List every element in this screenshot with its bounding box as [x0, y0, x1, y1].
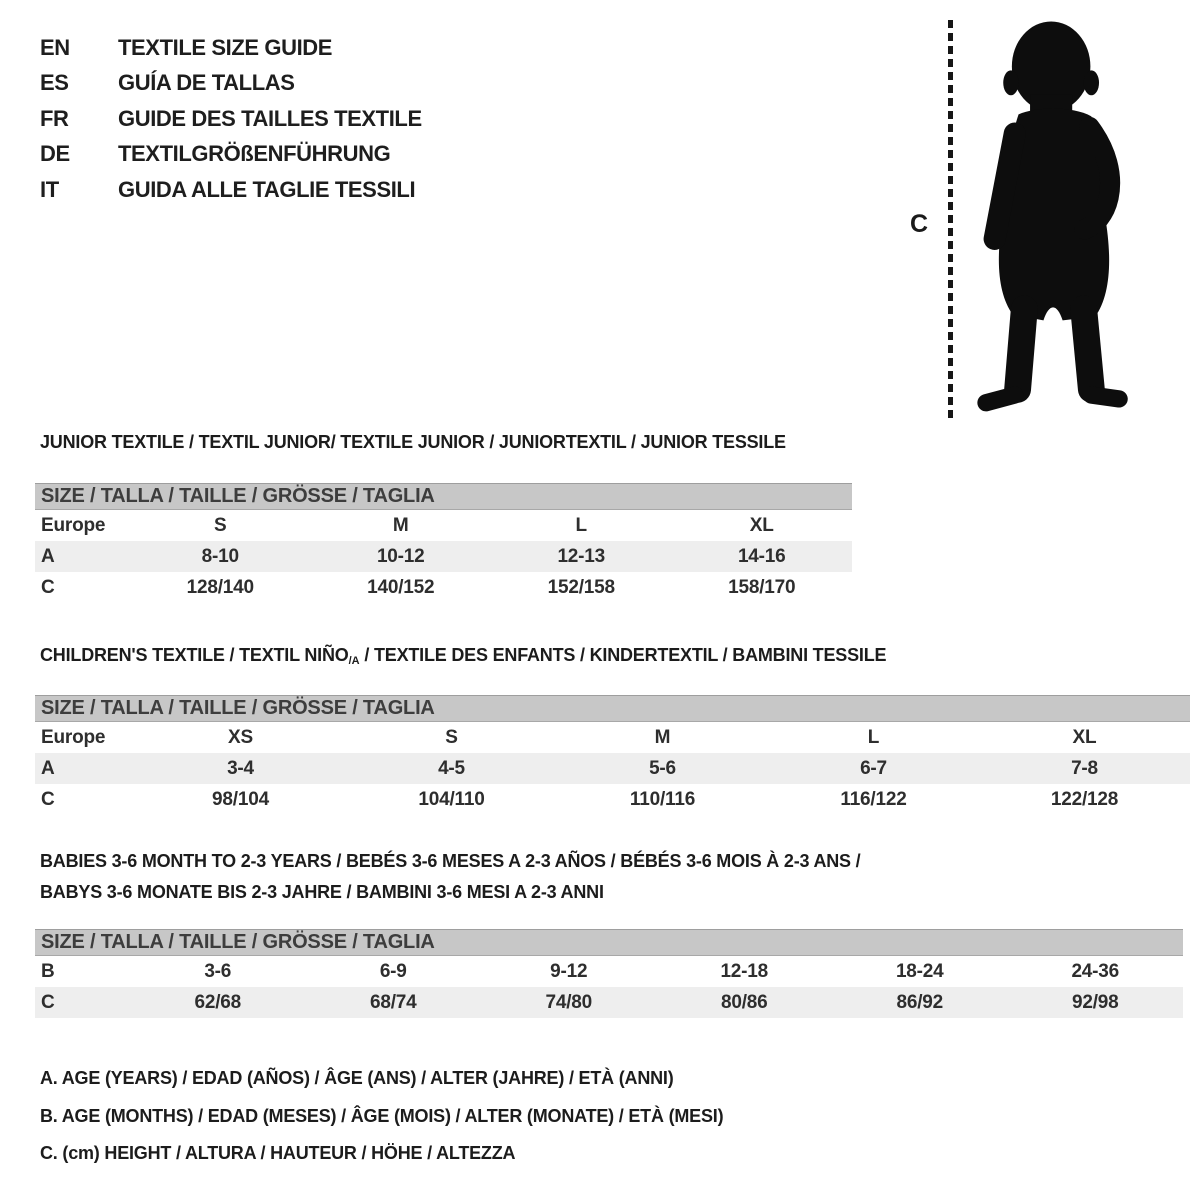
height-cell: 116/122 [840, 788, 907, 810]
size-cell: XL [1072, 726, 1097, 748]
language-row [40, 66, 422, 102]
language-code: EN [40, 34, 70, 60]
row-label: B [41, 960, 55, 982]
toddler-silhouette-icon [963, 13, 1145, 417]
height-measure-dashed-line [948, 20, 953, 418]
section-title [35, 643, 1190, 670]
legend-line-b: B. AGE (MONTHS) / EDAD (MESES) / ÂGE (MOIS) / ALTER (MONATE) / ETÀ (MESI) [40, 1105, 724, 1126]
height-cell: 62/68 [130, 987, 306, 1018]
table-row [35, 956, 1183, 988]
height-cell: 92/98 [1008, 987, 1184, 1018]
row-label: Europe [41, 726, 106, 748]
height-cell: 104/110 [418, 788, 485, 810]
size-header-label: SIZE / TALLA / TAILLE / GRÖSSE / TAGLIA [35, 696, 1190, 722]
legend-line-a: A. AGE (YEARS) / EDAD (AÑOS) / ÂGE (ANS) / ALTER (JAHRE) / ETÀ (ANNI) [40, 1068, 674, 1088]
table-row [35, 722, 1190, 754]
height-cell: 140/152 [367, 576, 435, 598]
age-cell: 10-12 [311, 541, 492, 572]
size-cell: L [867, 726, 880, 748]
age-months-cell: 3-6 [204, 960, 232, 982]
size-cell: M [392, 514, 409, 536]
height-cell: 80/86 [657, 987, 833, 1018]
language-label: GUÍA DE TALLAS [118, 70, 295, 96]
height-cell: 74/80 [481, 987, 657, 1018]
age-cell: 6-7 [768, 753, 979, 784]
age-cell: 12-13 [491, 541, 672, 572]
language-title-list [40, 30, 422, 208]
size-header-label: SIZE / TALLA / TAILLE / GRÖSSE / TAGLIA [35, 930, 1183, 956]
language-code: DE [40, 141, 70, 167]
age-cell: 7-8 [979, 753, 1190, 784]
height-cell: 158/170 [728, 576, 796, 598]
language-code: ES [40, 70, 69, 96]
age-cell: 14-16 [672, 541, 853, 572]
height-cell: 98/104 [212, 788, 269, 810]
language-row [40, 137, 422, 173]
age-cell: 8-10 [130, 541, 311, 572]
row-label: C [35, 987, 130, 1018]
height-cell: 110/116 [629, 788, 696, 810]
age-months-cell: 24-36 [1071, 960, 1120, 982]
table-row [35, 510, 852, 542]
age-cell: 5-6 [557, 753, 768, 784]
section-title-text: CHILDREN'S TEXTILE / TEXTIL NIÑO [40, 645, 349, 665]
legend-line-c: C. (cm) HEIGHT / ALTURA / HAUTEUR / HÖHE / ALTEZZA [40, 1143, 516, 1163]
table-row [35, 541, 852, 572]
language-label: GUIDA ALLE TAGLIE TESSILI [118, 176, 416, 202]
legend [35, 1060, 723, 1173]
size-cell: S [214, 514, 227, 536]
size-cell: S [445, 726, 458, 748]
age-months-cell: 6-9 [379, 960, 407, 982]
language-label: GUIDE DES TAILLES TEXTILE [118, 105, 422, 131]
section-title [35, 846, 1183, 908]
age-months-cell: 9-12 [550, 960, 588, 982]
size-cell: M [654, 726, 671, 748]
size-cell: XL [749, 514, 774, 536]
language-code: FR [40, 105, 69, 131]
size-cell: L [575, 514, 587, 536]
section-title-text: / TEXTILE DES ENFANTS / KINDERTEXTIL / BAMBINI TESSILE [359, 645, 887, 665]
size-header-bar [35, 930, 1183, 956]
age-cell: 3-4 [135, 753, 346, 784]
age-cell: 4-5 [346, 753, 557, 784]
language-row [40, 101, 422, 137]
height-cell: 122/128 [1050, 788, 1119, 810]
row-label: C [41, 576, 55, 598]
section-childrens-textile [35, 643, 1190, 815]
row-label: Europe [41, 514, 106, 536]
table-row [35, 784, 1190, 815]
babies-size-table [35, 929, 1183, 1018]
size-header-bar [35, 696, 1190, 722]
height-cell: 68/74 [306, 987, 482, 1018]
height-measure-label: C [910, 210, 929, 238]
language-label: TEXTILGRÖßENFÜHRUNG [118, 141, 391, 167]
section-title-subscript: /A [348, 655, 360, 667]
height-cell: 152/158 [547, 576, 615, 598]
row-label: C [41, 788, 55, 810]
section-title: JUNIOR TEXTILE / TEXTIL JUNIOR/ TEXTILE JUNIOR / JUNIORTEXTIL / JUNIOR TESSILE [40, 432, 786, 452]
size-cell: XS [228, 726, 253, 748]
section-junior-textile [35, 430, 852, 603]
language-row [40, 30, 422, 66]
language-label: TEXTILE SIZE GUIDE [118, 34, 333, 60]
size-header-label: SIZE / TALLA / TAILLE / GRÖSSE / TAGLIA [35, 484, 852, 510]
height-cell: 128/140 [186, 576, 254, 598]
section-babies-textile [35, 846, 1183, 1018]
language-row [40, 172, 422, 208]
row-label: A [35, 541, 130, 572]
table-row [35, 987, 1183, 1018]
size-header-bar [35, 484, 852, 510]
section-title-line1: BABIES 3-6 MONTH TO 2-3 YEARS / BEBÉS 3-6 MESES A 2-3 AÑOS / BÉBÉS 3-6 MOIS À 2-3 ANS / [40, 851, 861, 871]
table-row [35, 753, 1190, 784]
junior-size-table [35, 483, 852, 603]
row-label: A [35, 753, 135, 784]
age-months-cell: 18-24 [895, 960, 944, 982]
height-cell: 86/92 [832, 987, 1008, 1018]
section-title-line2: BABYS 3-6 MONATE BIS 2-3 JAHRE / BAMBINI 3-6 MESI A 2-3 ANNI [40, 882, 604, 902]
language-code: IT [40, 176, 59, 202]
age-months-cell: 12-18 [720, 960, 769, 982]
table-row [35, 572, 852, 603]
children-size-table [35, 695, 1190, 815]
